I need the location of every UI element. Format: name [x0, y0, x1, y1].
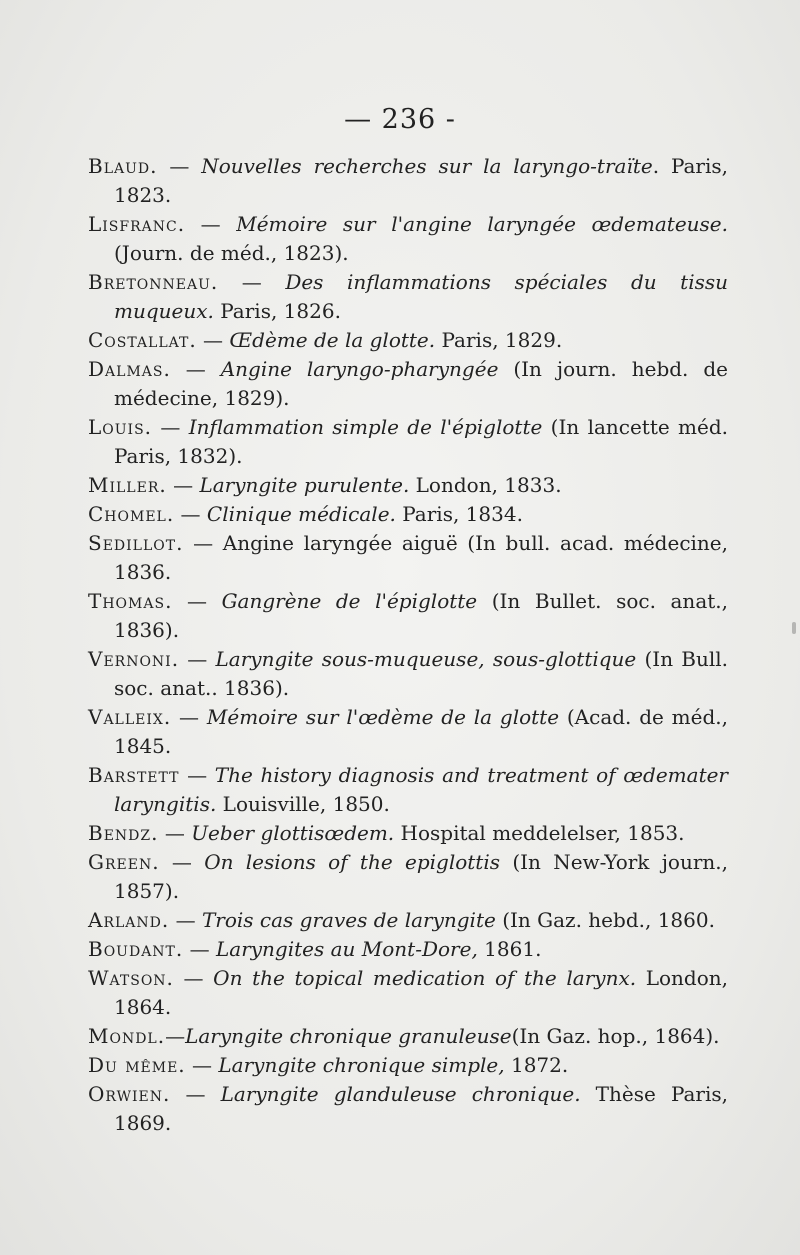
- entry-title: Ueber glottisœdem.: [191, 821, 395, 845]
- entry-details: London, 1833.: [409, 473, 562, 497]
- entry-author: Boudant.: [88, 937, 184, 961]
- entry-title: Œdème de la glotte.: [229, 328, 436, 352]
- bibliography-entry: [88, 703, 728, 761]
- entry-title: Mémoire sur l'angine laryngée œdemateuse.: [236, 212, 728, 236]
- entry-details: Hospital meddelelser, 1853.: [394, 821, 685, 845]
- page-number: — 236 -: [344, 104, 456, 135]
- scan-speck: [792, 622, 796, 634]
- entry-details: 1861.: [477, 937, 542, 961]
- bibliography-entry: [88, 848, 728, 906]
- entry-details: Angine laryngée aiguë (In bull. acad. médecine, 1836.: [114, 531, 728, 584]
- entry-separator: —: [165, 1024, 186, 1048]
- entry-author: Orwien.: [88, 1082, 171, 1106]
- bibliography-entry: [88, 1051, 728, 1080]
- entry-separator: —: [152, 415, 189, 439]
- entry-separator: —: [174, 502, 207, 526]
- entry-details: (In Gaz. hop., 1864).: [511, 1024, 720, 1048]
- entry-title: Laryngite glanduleuse chronique.: [220, 1082, 581, 1106]
- entry-author: Vernoni.: [88, 647, 180, 671]
- entry-title: Laryngite sous-muqueuse, sous-glottique: [215, 647, 637, 671]
- entry-title: Laryngite purulente.: [199, 473, 410, 497]
- entry-separator: —: [170, 1082, 221, 1106]
- bibliography-entry: [88, 355, 728, 413]
- entry-author: Dalmas.: [88, 357, 171, 381]
- entry-details: (In New-York journ., 1857).: [114, 850, 729, 903]
- entry-separator: —: [196, 328, 230, 352]
- entry-separator: —: [158, 821, 192, 845]
- bibliography-entry: [88, 761, 728, 819]
- entry-title: On lesions of the epiglottis: [204, 850, 501, 874]
- entry-title: Nouvelles recherches sur la laryngo-traïte: [201, 154, 653, 178]
- entry-author: Watson.: [88, 966, 174, 990]
- entry-author: Arland.: [88, 908, 170, 932]
- entry-author: Chomel.: [88, 502, 175, 526]
- entry-separator: —: [166, 473, 200, 497]
- entry-separator: —: [170, 357, 221, 381]
- entry-separator: —: [179, 647, 216, 671]
- entry-details: 1872.: [504, 1053, 569, 1077]
- bibliography-entry: [88, 210, 728, 268]
- entry-details: (Acad. de méd., 1845.: [114, 705, 729, 758]
- entry-author: Barstett: [88, 763, 180, 787]
- entry-title: Trois cas graves de laryngite: [201, 908, 496, 932]
- entry-title: The history diagnosis and treatment of œdemater laryngitis.: [114, 763, 728, 816]
- bibliography-entry: [88, 906, 728, 935]
- bibliography-entry: [88, 935, 728, 964]
- entry-separator: —: [171, 705, 207, 729]
- entry-details: Louisville, 1850.: [216, 792, 390, 816]
- bibliography-entry: [88, 152, 728, 210]
- entry-author: Bretonneau.: [88, 270, 219, 294]
- entry-author: Bendz.: [88, 821, 159, 845]
- entry-author: Lisfranc.: [88, 212, 186, 236]
- entry-author: Du même.: [88, 1053, 186, 1077]
- entry-separator: —: [173, 966, 214, 990]
- bibliography-list: [88, 152, 728, 1138]
- entry-details: (In Bullet. soc. anat., 1836).: [114, 589, 728, 642]
- entry-title: Laryngite chronique granuleuse: [185, 1024, 512, 1048]
- bibliography-entry: [88, 413, 728, 471]
- entry-separator: —: [159, 850, 205, 874]
- entry-author: Blaud.: [88, 154, 158, 178]
- entry-separator: —: [172, 589, 222, 613]
- bibliography-entry: [88, 268, 728, 326]
- entry-author: Thomas.: [88, 589, 173, 613]
- bibliography-entry: [88, 645, 728, 703]
- entry-title: Angine laryngo-pharyngée: [220, 357, 499, 381]
- entry-separator: —: [169, 908, 202, 932]
- bibliography-entry: [88, 326, 728, 355]
- entry-title: Clinique médicale.: [206, 502, 396, 526]
- entry-separator: —: [218, 270, 286, 294]
- entry-details: (In Bull. soc. anat.. 1836).: [114, 647, 729, 700]
- entry-separator: —: [183, 937, 216, 961]
- entry-title: Laryngite chronique simple,: [218, 1053, 505, 1077]
- entry-author: Mondl.: [88, 1024, 166, 1048]
- entry-author: Costallat.: [88, 328, 197, 352]
- entry-details: London, 1864.: [114, 966, 728, 1019]
- bibliography-entry: [88, 819, 728, 848]
- entry-separator: —: [185, 212, 237, 236]
- bibliography-entry: [88, 471, 728, 500]
- entry-author: Louis.: [88, 415, 153, 439]
- entry-details: Paris, 1826.: [213, 299, 341, 323]
- entry-separator: —: [157, 154, 202, 178]
- bibliography-entry: [88, 500, 728, 529]
- entry-separator: —: [179, 763, 215, 787]
- entry-details: (In lancette méd. Paris, 1832).: [114, 415, 728, 468]
- entry-separator: —: [183, 531, 223, 555]
- bibliography-entry: [88, 1022, 728, 1051]
- entry-author: Miller.: [88, 473, 167, 497]
- entry-title: Mémoire sur l'œdème de la glotte: [206, 705, 560, 729]
- entry-author: Green.: [88, 850, 160, 874]
- bibliography-entry: [88, 587, 728, 645]
- entry-details: Paris, 1829.: [435, 328, 563, 352]
- bibliography-entry: [88, 529, 728, 587]
- entry-title: On the topical medication of the larynx.: [213, 966, 637, 990]
- entry-details: Paris, 1834.: [395, 502, 523, 526]
- entry-title: Des inflammations spéciales du tissu muqueux.: [114, 270, 728, 323]
- entry-details: Thèse Paris, 1869.: [114, 1082, 728, 1135]
- entry-author: Valleix.: [88, 705, 172, 729]
- entry-separator: —: [185, 1053, 219, 1077]
- bibliography-entry: [88, 964, 728, 1022]
- entry-title: Inflammation simple de l'épiglotte: [188, 415, 543, 439]
- entry-details: (In journ. hebd. de médecine, 1829).: [114, 357, 728, 410]
- entry-title: Gangrène de l'épiglotte: [221, 589, 478, 613]
- entry-details: . Paris, 1823.: [114, 154, 729, 207]
- entry-author: Sedillot.: [88, 531, 184, 555]
- bibliography-entry: [88, 1080, 728, 1138]
- entry-title: Laryngites au Mont-Dore,: [215, 937, 478, 961]
- entry-details: (In Gaz. hebd., 1860.: [495, 908, 715, 932]
- entry-details: (Journ. de méd., 1823).: [114, 241, 349, 265]
